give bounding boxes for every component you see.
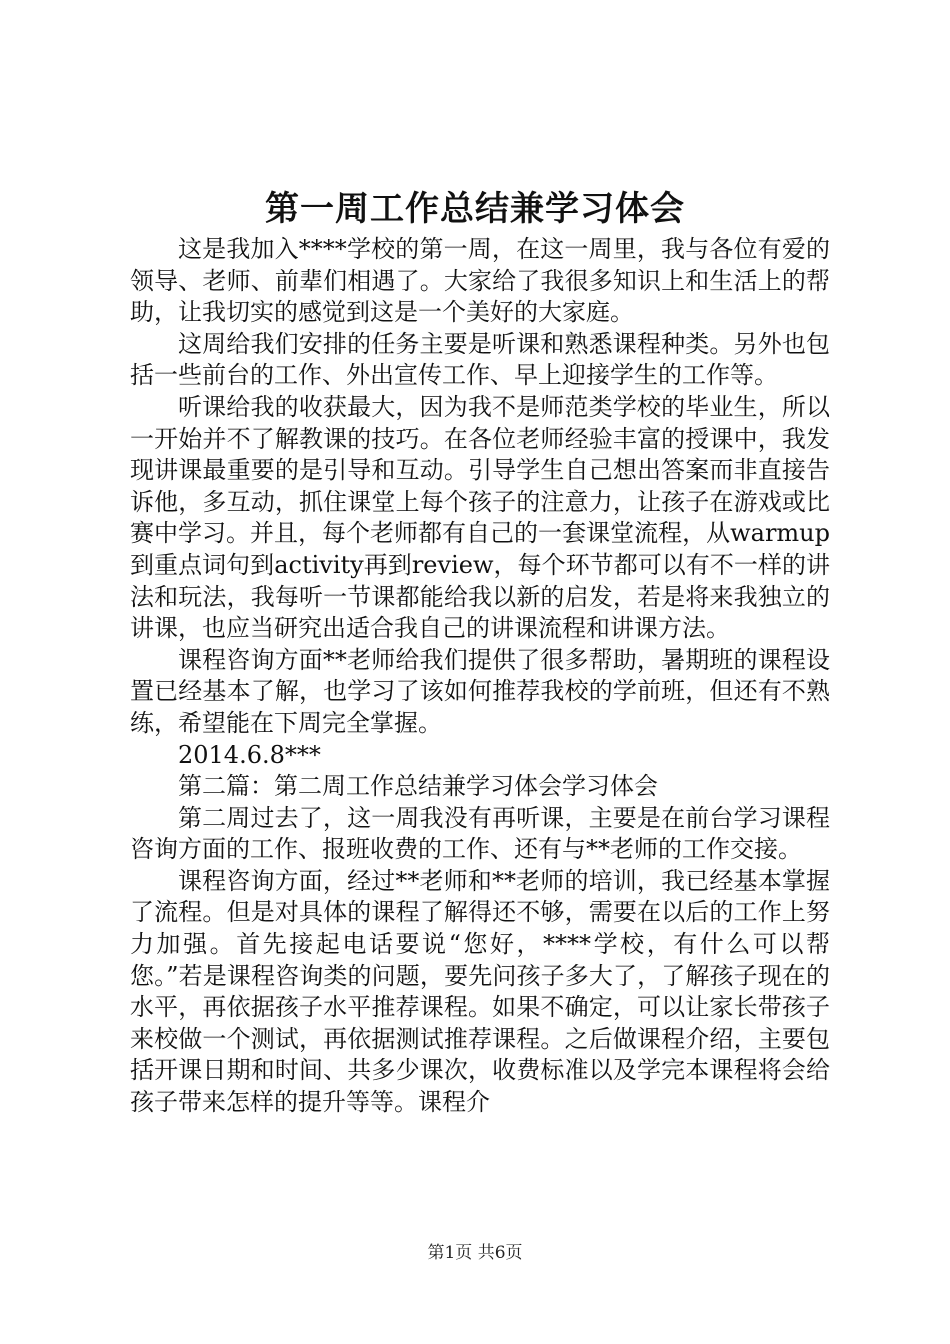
paragraph-lessons: 听课给我的收获最大，因为我不是师范类学校的毕业生，所以一开始并不了解教课的技巧。在各位老师经验丰富的授课中，我发现讲课最重要的是引导和互动。引导学生自己想出答案而非直接告诉他，多互动，抓住课堂上每个孩子的注意力，让孩子在游戏或比赛中学习。并且，每个老师都有自己的一套课堂流程，从warmup到重点词句到activity再到review，每个环节都可以有不一样的讲法和玩法，我每听一节课都能给我以新的启发，若是将来我独立的讲课，也应当研究出适合我自己的讲课流程和讲课方法。	[130, 392, 830, 643]
date-signature: 2014.6.8***	[178, 740, 321, 769]
document-body	[130, 234, 830, 1119]
paragraph-consulting-process: 课程咨询方面，经过**老师和**老师的培训，我已经基本掌握了流程。但是对具体的课程了解得还不够，需要在以后的工作上努力加强。首先接起电话要说“您好，****学校，有什么可以帮您。”若是课程咨询类的问题，要先问孩子多大了，了解孩子现在的水平，再依据孩子水平推荐课程。如果不确定，可以让家长带孩子来校做一个测试，再依据测试推荐课程。之后做课程介绍，主要包括开课日期和时间、共多少课次，收费标准以及学完本课程将会给孩子带来怎样的提升等等。课程介	[130, 866, 830, 1117]
section-heading-second: 第二篇：第二周工作总结兼学习体会学习体会	[178, 772, 658, 801]
paragraph-consulting: 课程咨询方面**老师给我们提供了很多帮助，暑期班的课程设置已经基本了解，也学习了该如何推荐我校的学前班，但还有不熟练，希望能在下周完全掌握。	[130, 645, 830, 737]
paragraph-second-week: 第二周过去了，这一周我没有再听课，主要是在前台学习课程咨询方面的工作、报班收费的工作、还有与**老师的工作交接。	[130, 803, 830, 864]
page-footer: 第1页 共6页	[427, 1243, 523, 1263]
paragraph-tasks: 这周给我们安排的任务主要是听课和熟悉课程种类。另外也包括一些前台的工作、外出宣传工作、早上迎接学生的工作等。	[130, 329, 830, 390]
page-title: 第一周工作总结兼学习体会	[265, 189, 685, 229]
paragraph-intro: 这是我加入****学校的第一周，在这一周里，我与各位有爱的领导、老师、前辈们相遇了。大家给了我很多知识上和生活上的帮助，让我切实的感觉到这是一个美好的大家庭。	[130, 235, 830, 327]
